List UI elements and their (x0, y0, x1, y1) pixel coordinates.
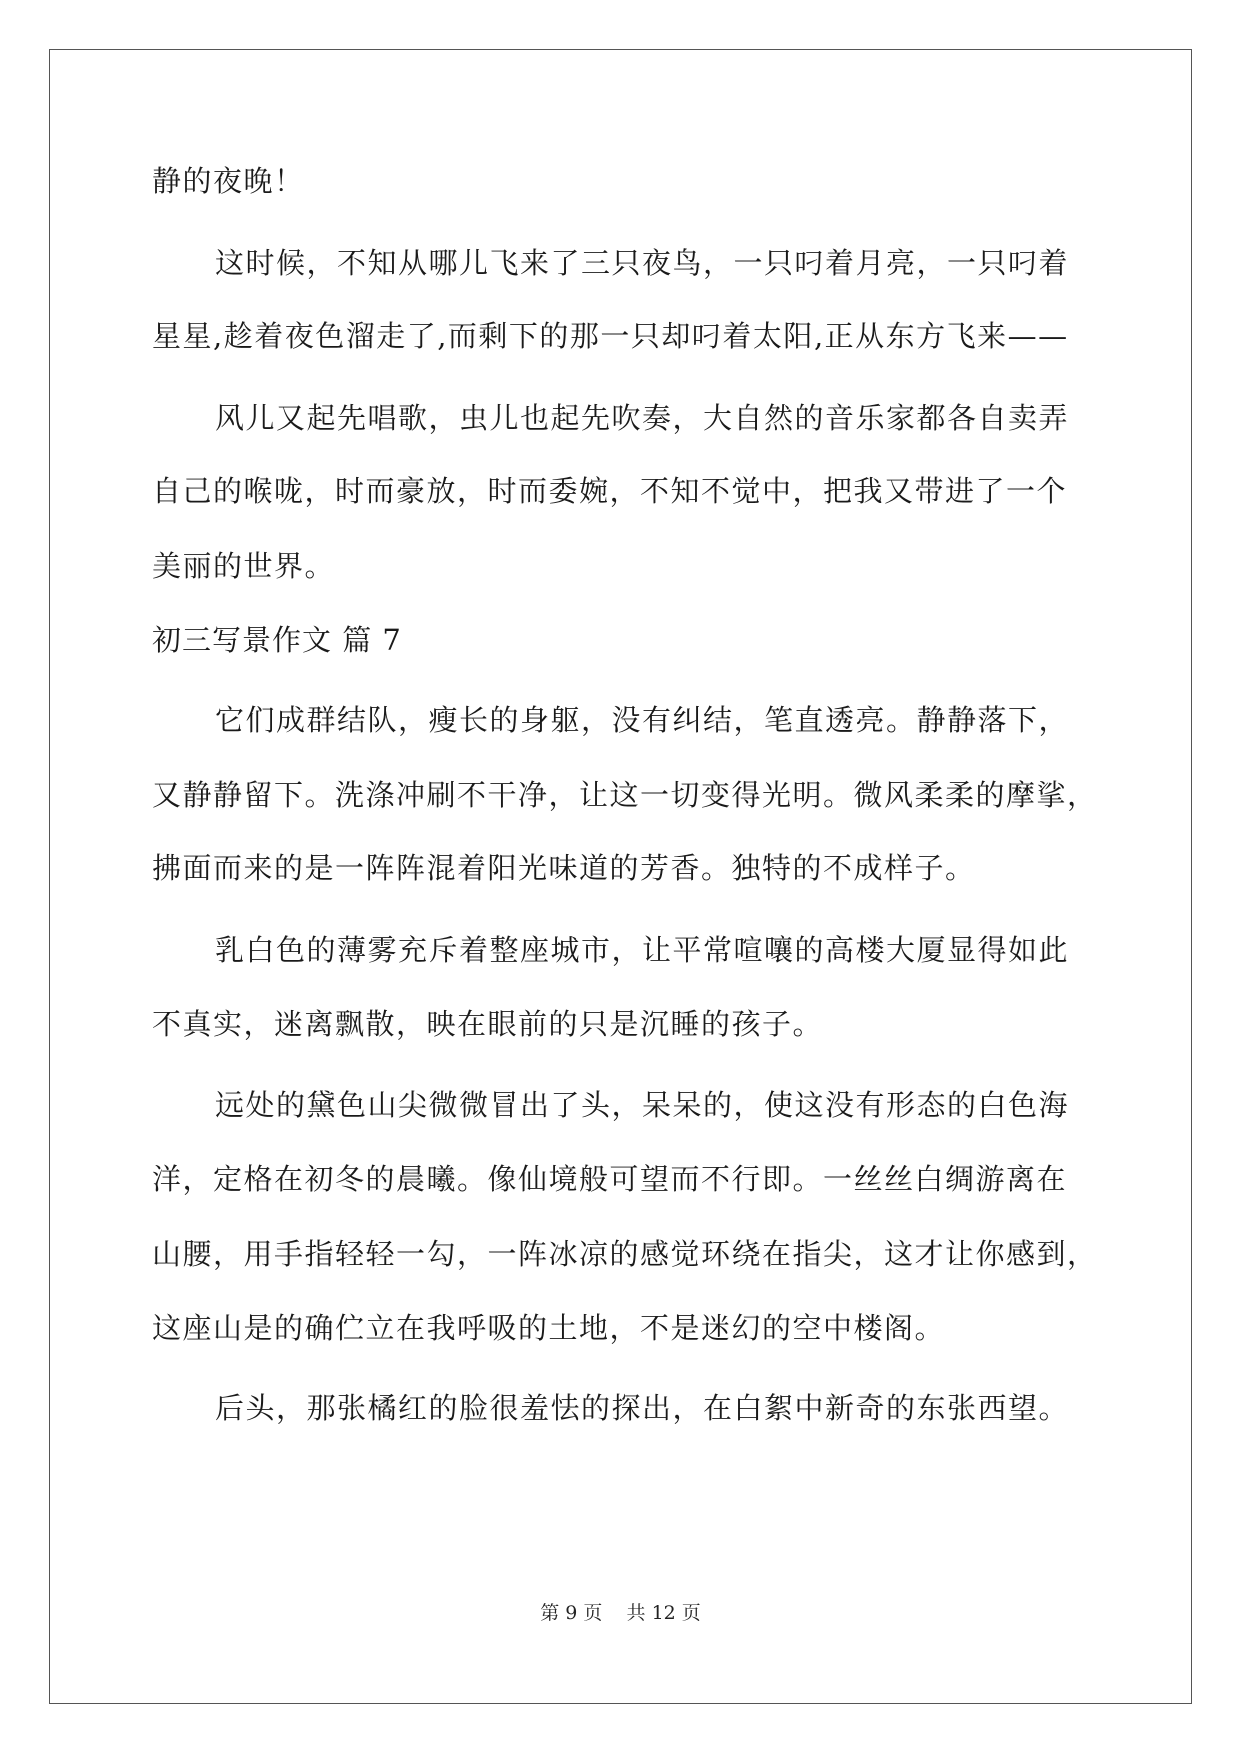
text-line: 静的夜晚！ (152, 164, 305, 198)
section-heading: 初三写景作文 篇 7 (152, 623, 402, 657)
paragraph-start-line: 后头，那张橘红的脸很羞怯的探出，在白絮中新奇的东张西望。 (215, 1391, 1070, 1425)
text-line: 自己的喉咙，时而豪放，时而委婉，不知不觉中，把我又带进了一个 (152, 474, 1068, 508)
text-line: 这座山是的确伫立在我呼吸的土地，不是迷幻的空中楼阁。 (152, 1311, 946, 1345)
page-number-footer (0, 1604, 1241, 1623)
paragraph-start-line: 风儿又起先唱歌，虫儿也起先吹奏，大自然的音乐家都各自卖弄 (215, 401, 1070, 435)
text-line: 又静静留下。洗涤冲刷不干净，让这一切变得光明。微风柔柔的摩挲， (152, 778, 1098, 812)
paragraph-start-line: 远处的黛色山尖微微冒出了头，呆呆的，使这没有形态的白色海 (215, 1088, 1070, 1122)
paragraph-start-line: 这时候，不知从哪儿飞来了三只夜鸟，一只叼着月亮，一只叼着 (215, 246, 1070, 280)
text-line: 星星,趁着夜色溜走了,而剩下的那一只却叼着太阳,正从东方飞来—— (152, 319, 1069, 353)
page-number-label: 第 9 页 共 12 页 (540, 1602, 701, 1624)
paragraph-start-line: 它们成群结队，瘦长的身躯，没有纠结，笔直透亮。静静落下， (215, 703, 1070, 737)
text-line: 山腰，用手指轻轻一勾，一阵冰凉的感觉环绕在指尖，这才让你感到， (152, 1237, 1098, 1271)
text-line: 不真实，迷离飘散，映在眼前的只是沉睡的孩子。 (152, 1007, 824, 1041)
text-line: 美丽的世界。 (152, 549, 336, 583)
text-line: 拂面而来的是一阵阵混着阳光味道的芳香。独特的不成样子。 (152, 851, 976, 885)
text-line: 洋，定格在初冬的晨曦。像仙境般可望而不行即。一丝丝白绸游离在 (152, 1162, 1068, 1196)
paragraph-start-line: 乳白色的薄雾充斥着整座城市，让平常喧嚷的高楼大厦显得如此 (215, 933, 1070, 967)
